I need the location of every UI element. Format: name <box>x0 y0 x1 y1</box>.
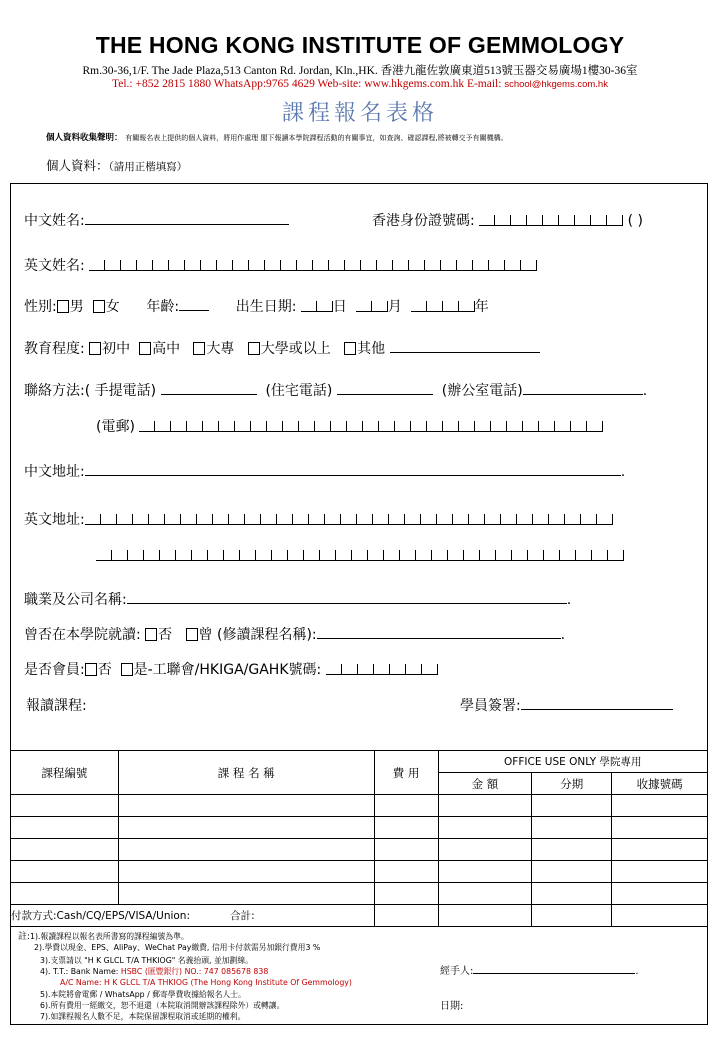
studied-yes-label: 曾 (修讀課程名稱): <box>198 627 317 643</box>
notes-label: 註: <box>18 932 31 942</box>
dob-year-slots[interactable] <box>411 301 475 312</box>
personal-info-heading <box>46 156 187 174</box>
note-5: 5).本院將會電郵 / WhatsApp / 郵寄學費收據給報名人士。 <box>40 990 246 999</box>
note-4-bank: HSBC (匯豐銀行) NO.: 747 085678 838 <box>120 967 269 976</box>
member-number-slots[interactable] <box>326 664 438 675</box>
edu-other-field[interactable] <box>390 340 540 353</box>
privacy-text: 有關報名表上提供的個人資料，將用作處理 閣下報讀本學院課程活動的有關事宜，如查詢、確認課程,將被轉交予有關機構。 <box>125 134 508 142</box>
note-1 <box>18 929 189 942</box>
note-1-text: 1).報讀課程以報名表所書寫的課程編號為準。 <box>30 932 189 941</box>
member-yes-checkbox[interactable] <box>121 663 133 676</box>
note-4-label: 4). T.T.: Bank Name: <box>40 967 119 976</box>
table-cell[interactable] <box>532 795 612 817</box>
handler-label: 經手人: <box>440 966 474 977</box>
member-row <box>24 659 438 679</box>
institute-contact <box>0 78 720 90</box>
table-cell[interactable] <box>612 861 708 883</box>
english-address-slots-2[interactable] <box>96 550 624 561</box>
chinese-address-field[interactable] <box>85 463 621 476</box>
privacy-label: 個人資料收集聲明： <box>46 133 123 143</box>
studied-no-checkbox[interactable] <box>145 628 157 641</box>
mobile-field[interactable] <box>161 382 257 395</box>
col-header-course-code: 課程編號 <box>11 751 119 795</box>
note-6: 6).所有費用一經繳交，恕不退還（本院取消開辦該課程除外）或轉讓。 <box>40 1001 285 1010</box>
table-cell[interactable] <box>374 861 438 883</box>
occupation-row: 職業及公司名稱: . <box>24 592 572 608</box>
english-name-row <box>24 255 537 275</box>
table-cell[interactable] <box>532 839 612 861</box>
privacy-notice <box>46 131 508 143</box>
hkid-row <box>372 210 643 230</box>
total-fee-cell[interactable] <box>374 905 438 927</box>
table-cell[interactable] <box>438 905 532 927</box>
gender-age-dob-row <box>24 296 489 316</box>
previous-course-field[interactable] <box>317 626 561 639</box>
table-cell[interactable] <box>532 883 612 905</box>
dob-day-slots[interactable] <box>301 301 333 312</box>
age-label: 年齡: <box>146 299 180 315</box>
col-header-fee: 費 用 <box>374 751 438 795</box>
contact-email: school@hkgems.com.hk <box>504 79 608 90</box>
table-cell[interactable] <box>11 883 119 905</box>
personal-hint: （請用正楷填寫） <box>108 161 188 173</box>
table-cell[interactable] <box>438 817 532 839</box>
education-label: 教育程度: <box>24 341 85 357</box>
total-label: 合計: <box>230 910 255 922</box>
payment-row <box>11 905 708 927</box>
table-cell[interactable] <box>438 795 532 817</box>
member-yes-label: 是-工聯會/HKIGA/GAHK號碼: <box>133 662 322 678</box>
year-label: 年 <box>474 299 489 315</box>
edu-checkbox-senior[interactable] <box>139 342 151 355</box>
occupation-label: 職業及公司名稱: <box>24 592 127 608</box>
studied-yes-checkbox[interactable] <box>186 628 198 641</box>
table-cell[interactable] <box>532 817 612 839</box>
edu-option-junior: 初中 <box>102 341 131 357</box>
table-cell[interactable] <box>11 795 119 817</box>
payment-method-label: 付款方式:Cash/CQ/EPS/VISA/Union: <box>11 910 191 922</box>
table-cell[interactable] <box>118 795 374 817</box>
member-label: 是否會員: <box>24 662 85 678</box>
table-cell[interactable] <box>532 905 612 927</box>
edu-option-university: 大學或以上 <box>260 341 331 357</box>
office-phone-label: (辦公室電話) <box>441 383 523 399</box>
hkid-label: 香港身份證號碼: <box>372 213 475 229</box>
home-phone-field[interactable] <box>337 382 433 395</box>
payment-cell <box>11 905 375 927</box>
note-4 <box>40 966 268 977</box>
edu-option-college: 大專 <box>206 341 235 357</box>
edu-option-senior: 高中 <box>152 341 181 357</box>
table-cell[interactable] <box>118 817 374 839</box>
note-4-account: A/C Name: H K GLCL T/A THKIOG (The Hong Kong Institute Of Gemmology) <box>60 978 352 987</box>
institute-address: Rm.30-36,1/F. The Jade Plaza,513 Canton Rd. Jordan, Kln.,HK. 香港九龍佐敦廣東道513號玉器交易廣場1樓30-36室 <box>82 65 638 77</box>
table-cell[interactable] <box>374 817 438 839</box>
col-header-receipt: 收據號碼 <box>612 773 708 795</box>
hkid-slots[interactable] <box>479 215 623 226</box>
table-cell[interactable] <box>118 839 374 861</box>
studied-before-label: 曾否在本學院就讀: <box>24 627 141 643</box>
male-checkbox[interactable] <box>57 300 69 313</box>
col-header-course-name: 課 程 名 稱 <box>118 751 374 795</box>
table-cell[interactable] <box>374 883 438 905</box>
col-header-installment: 分期 <box>532 773 612 795</box>
edu-checkbox-college[interactable] <box>193 342 205 355</box>
table-cell[interactable] <box>11 817 119 839</box>
hkid-check-digit[interactable]: ( ) <box>627 213 643 229</box>
dob-label: 出生日期: <box>235 299 297 315</box>
table-cell[interactable] <box>11 839 119 861</box>
education-row <box>24 338 540 358</box>
table-cell[interactable] <box>374 839 438 861</box>
english-address-slots-1[interactable] <box>85 514 613 525</box>
handler-row: 經手人: . <box>440 962 639 977</box>
edu-checkbox-junior[interactable] <box>89 342 101 355</box>
chinese-name-field[interactable] <box>85 212 289 225</box>
table-cell[interactable] <box>532 861 612 883</box>
english-address-label: 英文地址: <box>24 512 85 528</box>
handler-field[interactable] <box>473 963 635 974</box>
note-3: 3).支票請以 "H K GLCL T/A THKIOG" 名義抬頭, 並加劃線。 <box>40 956 253 965</box>
signature-field[interactable] <box>521 697 673 710</box>
note-2: 2).學費以現金、EPS、AliPay、WeChat Pay繳費, 信用卡付款需另加銀行費用3 % <box>34 943 321 952</box>
table-cell[interactable] <box>374 795 438 817</box>
course-table <box>10 750 708 927</box>
english-name-label: 英文姓名: <box>24 258 85 274</box>
note-7: 7).如課程報名人數不足，本院保留課程取消或延期的權利。 <box>40 1012 246 1021</box>
table-row <box>11 883 708 905</box>
english-name-slots[interactable] <box>89 260 537 271</box>
contact-line: Tel.: +852 2815 1880 WhatsApp:9765 4629 Web-site: www.hkgems.com.hk E-mail: <box>112 78 505 90</box>
studied-before-row: 曾否在本學院就讀: 否 曾 (修讀課程名稱): . <box>24 627 566 643</box>
chinese-name-label: 中文姓名: <box>24 213 85 229</box>
month-label: 月 <box>387 299 402 315</box>
gender-label: 性別: <box>24 299 57 315</box>
female-checkbox[interactable] <box>93 300 105 313</box>
course-enrolled-label: 報讀課程: <box>26 698 87 714</box>
table-row <box>11 861 708 883</box>
col-header-amount: 金 額 <box>438 773 532 795</box>
female-label: 女 <box>105 299 120 315</box>
mobile-label: 聯絡方法:( 手提電話) <box>24 383 157 399</box>
table-cell[interactable] <box>612 905 708 927</box>
member-no-checkbox[interactable] <box>85 663 97 676</box>
occupation-field[interactable] <box>127 591 567 604</box>
contact-row: 聯絡方法:( 手提電話) (住宅電話) (辦公室電話) . <box>24 383 648 399</box>
member-no-label: 否 <box>97 662 112 678</box>
chinese-address-label: 中文地址: <box>24 464 85 480</box>
home-phone-label: (住宅電話) <box>265 383 333 399</box>
email-slots[interactable] <box>139 421 603 432</box>
email-row <box>96 416 603 436</box>
institute-title: THE HONG KONG INSTITUTE OF GEMMOLOGY <box>95 32 625 58</box>
english-address-row-2 <box>96 548 624 564</box>
english-address-row <box>24 509 613 529</box>
table-cell[interactable] <box>438 883 532 905</box>
personal-label: 個人資料： <box>46 158 109 173</box>
table-cell[interactable] <box>438 861 532 883</box>
table-row <box>11 795 708 817</box>
table-cell[interactable] <box>612 817 708 839</box>
form-title: 課程報名表格 <box>281 101 438 126</box>
dob-month-slots[interactable] <box>356 301 388 312</box>
signature-label: 學員簽署: <box>460 698 521 714</box>
date-label: 日期: <box>440 1001 464 1012</box>
table-row <box>11 817 708 839</box>
office-use-header: OFFICE USE ONLY 學院專用 <box>438 751 708 773</box>
edu-checkbox-other[interactable] <box>344 342 356 355</box>
table-cell[interactable] <box>118 883 374 905</box>
signature-row <box>460 695 673 715</box>
edu-checkbox-university[interactable] <box>248 342 260 355</box>
email-label: (電郵) <box>96 419 135 435</box>
table-cell[interactable] <box>612 883 708 905</box>
office-phone-field[interactable] <box>523 382 643 395</box>
edu-option-other: 其他 <box>357 341 386 357</box>
studied-no-label: 否 <box>158 627 173 643</box>
male-label: 男 <box>69 299 84 315</box>
chinese-address-row: 中文地址: . <box>24 464 626 480</box>
day-label: 日 <box>332 299 347 315</box>
age-field[interactable] <box>179 298 209 311</box>
table-cell[interactable] <box>612 795 708 817</box>
table-cell[interactable] <box>438 839 532 861</box>
table-cell[interactable] <box>11 861 119 883</box>
table-row <box>11 839 708 861</box>
table-cell[interactable] <box>118 861 374 883</box>
table-cell[interactable] <box>612 839 708 861</box>
chinese-name-row <box>24 210 289 230</box>
